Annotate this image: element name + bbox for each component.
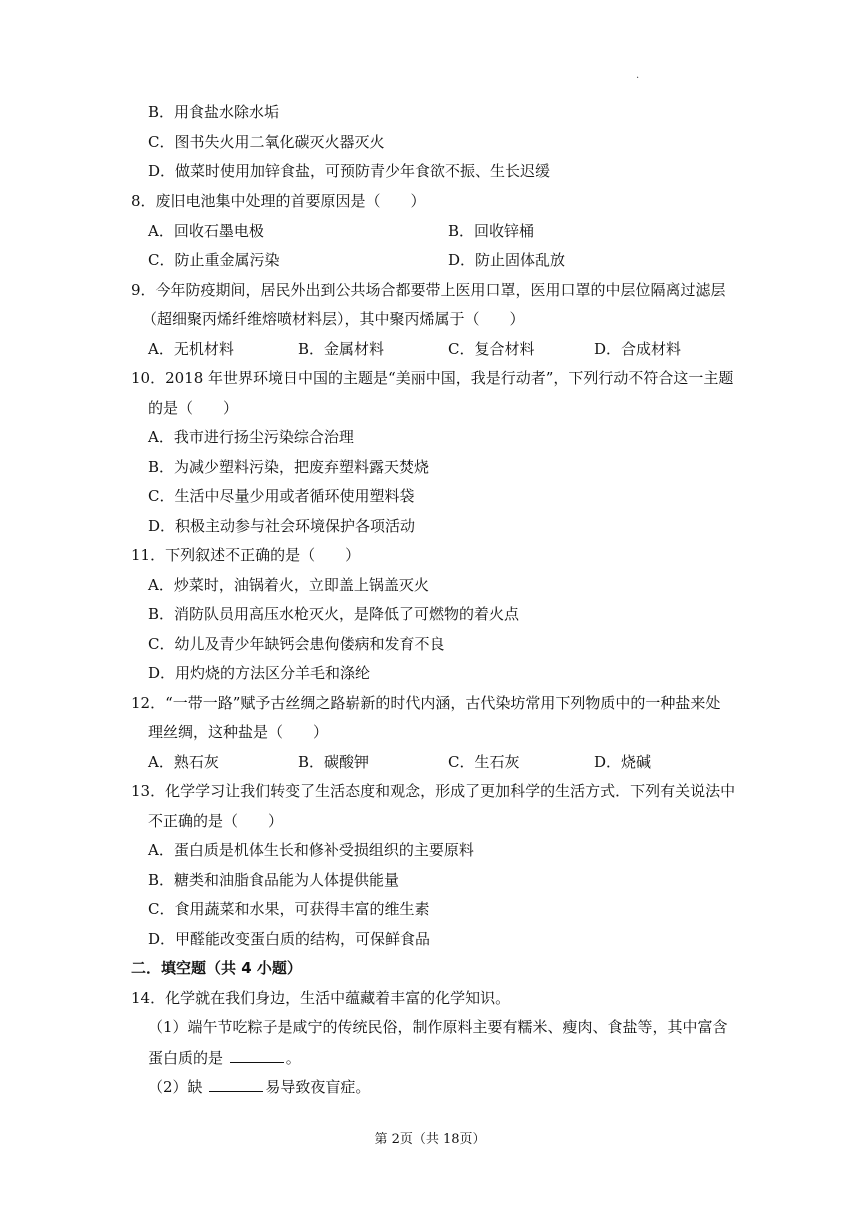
q12-stem-line2: 理丝绸，这种盐是（ ） (148, 723, 329, 741)
q14-part2-suffix: 易导致夜盲症。 (265, 1078, 371, 1096)
q14-part1-prefix: 蛋白质的是 (148, 1049, 224, 1067)
q8-option-c: C．防止重金属污染 (148, 251, 280, 269)
q12-option-d: D．烧碱 (594, 753, 652, 771)
q11-option-d: D．用灼烧的方法区分羊毛和涤纶 (148, 664, 371, 682)
q10-option-a: A．我市进行扬尘污染综合治理 (148, 428, 354, 446)
answer-blank-2[interactable] (209, 1075, 263, 1092)
q9-stem-line1: 9．今年防疫期间，居民外出到公共场合都要带上医用口罩，医用口罩的中层位隔离过滤层 (131, 281, 726, 299)
q11-option-b: B．消防队员用高压水枪灭火，是降低了可燃物的着火点 (148, 605, 520, 623)
q10-option-d: D．积极主动参与社会环境保护各项活动 (148, 517, 416, 535)
q10-stem-line2: 的是（ ） (148, 399, 239, 417)
q7-option-c: C．图书失火用二氧化碳灭火器灭火 (148, 133, 385, 151)
q12-option-c: C．生石灰 (448, 753, 520, 771)
page-footer: 第 2页（共 18页） (374, 1132, 486, 1147)
header-mark: . (636, 70, 640, 81)
q12-option-b: B．碳酸钾 (298, 753, 370, 771)
q8-stem: 8．废旧电池集中处理的首要原因是（ ） (131, 192, 426, 210)
q9-option-a: A．无机材料 (148, 340, 234, 358)
q8-option-d: D．防止固体乱放 (448, 251, 566, 269)
q10-stem-line1: 10．2018 年世界环境日中国的主题是“美丽中国，我是行动者”，下列行动不符合这一主题 (131, 369, 734, 387)
q8-option-b: B．回收锌桶 (448, 222, 535, 240)
q11-option-c: C．幼儿及青少年缺钙会患佝偻病和发育不良 (148, 635, 445, 653)
q12-option-a: A．熟石灰 (148, 753, 219, 771)
q7-option-b: B．用食盐水除水垢 (148, 103, 280, 121)
q10-option-c: C．生活中尽量少用或者循环使用塑料袋 (148, 487, 415, 505)
q9-stem-line2: （超细聚丙烯纤维熔喷材料层），其中聚丙烯属于（ ） (142, 310, 525, 328)
q9-option-b: B．金属材料 (298, 340, 385, 358)
q9-option-c: C．复合材料 (448, 340, 535, 358)
q14-part2 (148, 1075, 370, 1098)
q12-stem-line1: 12．“一带一路”赋予古丝绸之路崭新的时代内涵，古代染坊常用下列物质中的一种盐来处 (131, 694, 721, 712)
q13-option-b: B．糖类和油脂食品能为人体提供能量 (148, 871, 400, 889)
q13-stem-line1: 13．化学学习让我们转变了生活态度和观念，形成了更加科学的生活方式．下列有关说法中 (131, 782, 736, 800)
q11-option-a: A．炒菜时，油锅着火，立即盖上锅盖灭火 (148, 576, 429, 594)
answer-blank-1[interactable] (230, 1046, 284, 1063)
q14-part2-prefix: （2）缺 (148, 1078, 203, 1096)
q11-stem: 11．下列叙述不正确的是（ ） (131, 546, 361, 564)
q13-option-c: C．食用蔬菜和水果，可获得丰富的维生素 (148, 900, 430, 918)
q7-option-d: D．做菜时使用加锌食盐，可预防青少年食欲不振、生长迟缓 (148, 162, 551, 180)
section-heading: 二．填空题（共 4 小题） (131, 959, 302, 977)
q14-part1-line2 (148, 1046, 301, 1069)
q9-option-d: D．合成材料 (594, 340, 682, 358)
q13-option-a: A．蛋白质是机体生长和修补受损组织的主要原料 (148, 841, 474, 859)
q10-option-b: B．为减少塑料污染，把废弃塑料露天焚烧 (148, 458, 430, 476)
q13-stem-line2: 不正确的是（ ） (148, 812, 284, 830)
q14-part1-line1: （1）端午节吃粽子是咸宁的传统民俗，制作原料主要有糯米、瘦肉、食盐等，其中富含 (148, 1018, 728, 1036)
q14-part1-suffix: 。 (285, 1049, 301, 1067)
q13-option-d: D．甲醛能改变蛋白质的结构，可保鲜食品 (148, 930, 431, 948)
q14-stem: 14．化学就在我们身边，生活中蕴藏着丰富的化学知识。 (131, 989, 511, 1007)
q8-option-a: A．回收石墨电极 (148, 222, 264, 240)
